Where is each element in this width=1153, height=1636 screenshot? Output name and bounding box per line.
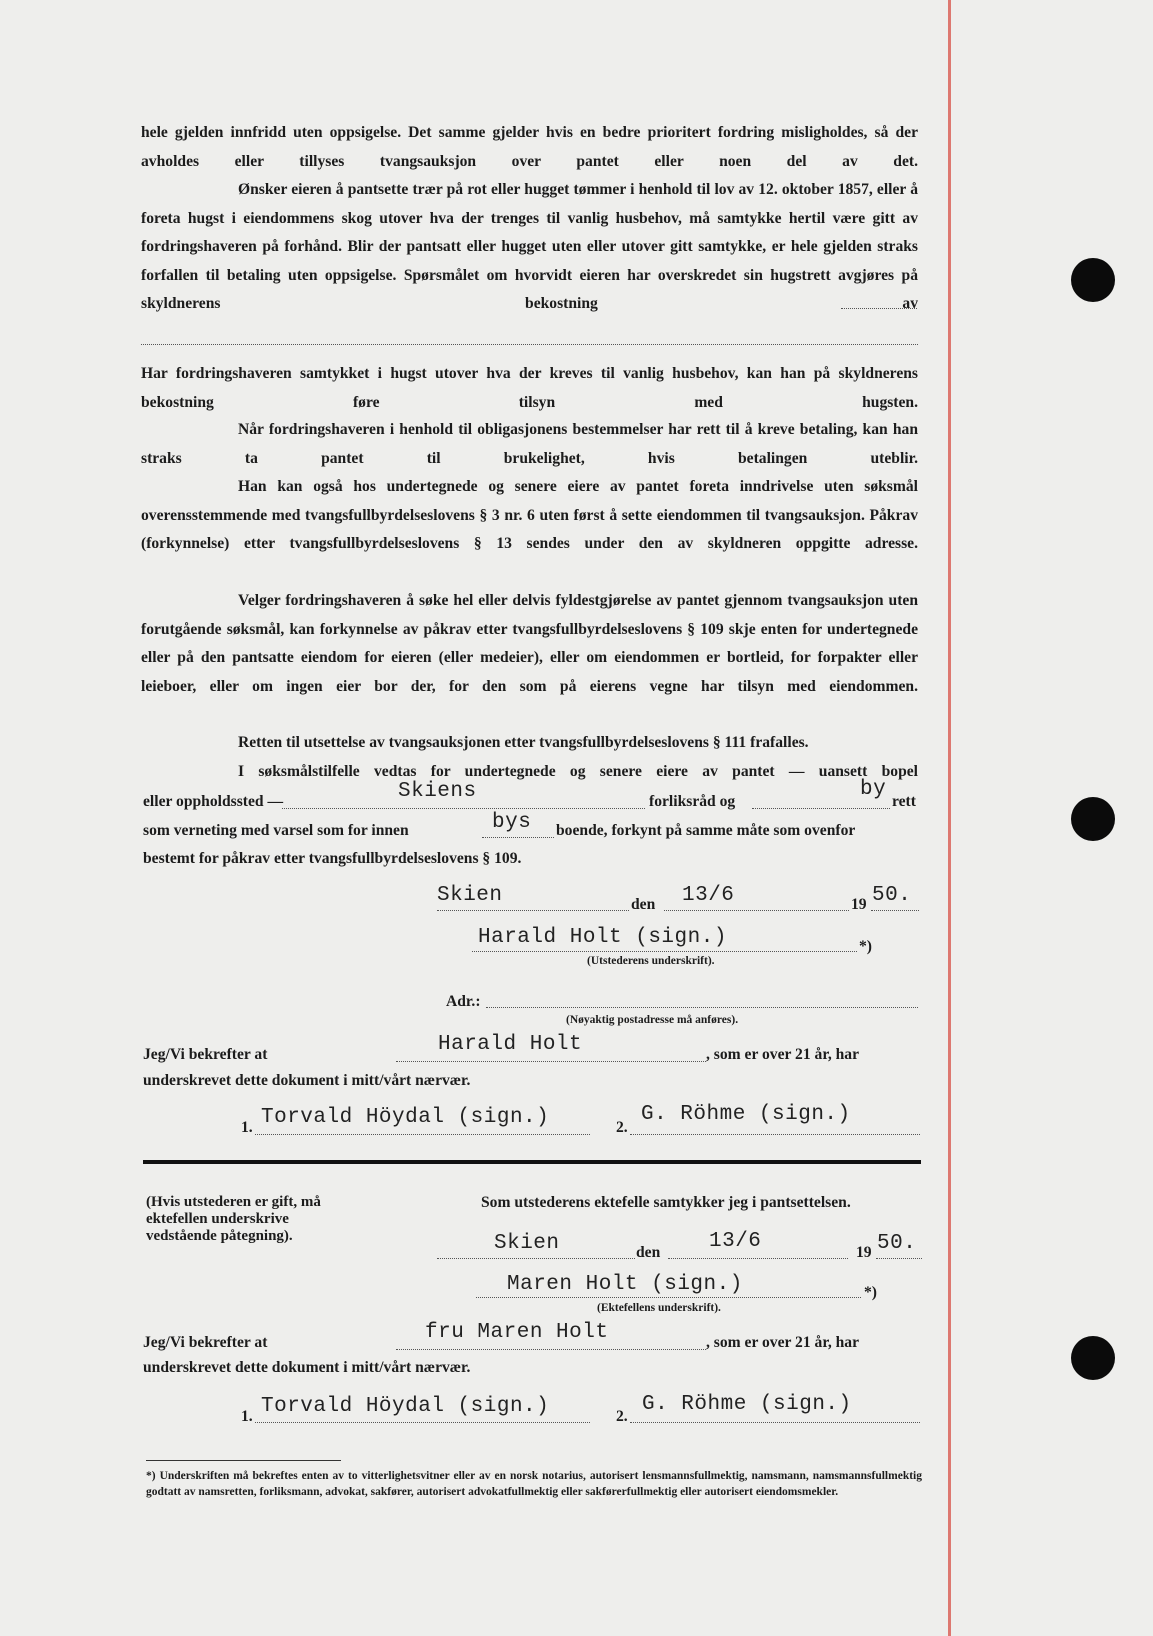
issuer-den: den <box>631 896 656 913</box>
spouse-confirm-name: fru Maren Holt <box>425 1321 609 1344</box>
issuer-witness-2-line <box>630 1134 920 1135</box>
spouse-sig-caption: (Ektefellens underskrift). <box>597 1302 721 1314</box>
spouse-confirm-prefix: Jeg/Vi bekrefter at <box>143 1334 268 1351</box>
spouse-heading: Som utstederens ektefelle samtykker jeg i pantsettelsen. <box>481 1194 851 1211</box>
issuer-year-prefix: 19 <box>851 896 867 913</box>
spouse-place-line <box>437 1258 635 1259</box>
issuer-confirm-line2: underskrevet dette dokument i mitt/vårt nærvær. <box>143 1072 471 1089</box>
issuer-confirm-suffix: , som er over 21 år, har <box>706 1046 860 1063</box>
footnote: *) Underskriften må bekreftes enten av to vitterlighetsvitner eller av en norsk notarius, autorisert lensmannsfullmektig, namsmann, namsmannsfullmektig godtatt av namsretten, forliksmann, advokat, sakfører, autorisert advokatfullmektig eller sakførerfullmektig eller autorisert eiendomsmekler. <box>146 1470 922 1498</box>
spouse-confirm-suffix: , som er over 21 år, har <box>706 1334 860 1351</box>
spouse-witness-2: G. Röhme (sign.) <box>642 1393 852 1416</box>
spouse-signature-line <box>476 1297 861 1298</box>
issuer-adr-label: Adr.: <box>446 993 481 1010</box>
paragraph-4: Når fordringshaveren i henhold til obligasjonens bestemmelser har rett til å kreve betaling, kan han straks ta pantet til brukelighet, hvis betalingen uteblir. <box>141 421 918 467</box>
issuer-witness-1-line <box>255 1134 590 1135</box>
binder-hole-bottom <box>1071 1336 1115 1380</box>
issuer-witness-1-num: 1. <box>241 1119 253 1136</box>
spouse-signature: Maren Holt (sign.) <box>507 1273 743 1296</box>
binder-hole-middle <box>1071 797 1115 841</box>
dotted-fill-line <box>141 344 918 345</box>
venue-line2-blank <box>482 837 554 838</box>
venue-place-line <box>282 808 645 809</box>
issuer-confirm-prefix: Jeg/Vi bekrefter at <box>143 1046 268 1063</box>
dotted-fill-line <box>841 308 917 309</box>
issuer-adr-caption: (Nøyaktig postadresse må anføres). <box>566 1014 739 1026</box>
spouse-witness-2-line <box>630 1422 920 1423</box>
spouse-witness-1-line <box>255 1422 590 1423</box>
spouse-witness-1: Torvald Höydal (sign.) <box>261 1395 550 1418</box>
spouse-sig-mark: *) <box>864 1284 877 1301</box>
red-margin-line <box>948 0 951 1636</box>
venue-intro: I søksmålstilfelle vedtas for undertegnede og senere eiere av pantet — uansett bopel <box>238 763 918 780</box>
issuer-year-line <box>871 910 919 911</box>
spouse-den: den <box>636 1244 661 1261</box>
venue-prefix: eller oppholdssted — <box>143 793 284 810</box>
issuer-signature-line <box>472 951 857 952</box>
spouse-confirm-line <box>396 1349 706 1350</box>
spouse-place: Skien <box>494 1232 560 1255</box>
spouse-confirm-line2: underskrevet dette dokument i mitt/vårt nærvær. <box>143 1359 471 1376</box>
issuer-confirm-name: Harald Holt <box>438 1033 583 1056</box>
venue-line2-hw: bys <box>492 811 532 834</box>
spouse-witness-1-num: 1. <box>241 1408 253 1425</box>
issuer-year-suffix: 50. <box>872 884 912 907</box>
paragraph-1: hele gjelden innfridd uten oppsigelse. Det samme gjelder hvis en bedre prioritert fordring misligholdes, så der avholdes eller tillyses tvangsauksjon over pantet eller noen del av det. <box>141 124 918 170</box>
venue-mid: forliksråd og <box>649 793 736 810</box>
issuer-witness-2: G. Röhme (sign.) <box>641 1103 851 1126</box>
venue-place: Skiens <box>398 780 477 803</box>
venue-line3: bestemt for påkrav etter tvangsfullbyrdelseslovens § 109. <box>143 850 522 867</box>
spouse-witness-2-num: 2. <box>616 1408 628 1425</box>
paragraph-7: Retten til utsettelse av tvangsauksjonen etter tvangsfullbyrdelseslovens § 111 frafalles. <box>238 734 809 751</box>
issuer-date: 13/6 <box>682 884 735 907</box>
paragraph-5: Han kan også hos undertegnede og senere eiere av pantet foreta inndrivelse uten søksmål overensstemmende med tvangsfullbyrdelseslovens § 3 nr. 6 uten først å sette eiendommen til tvangsauksjon. Påkrav (forkynnelse) etter tvangsfullbyrdelseslovens § 13 sendes under den av skyldneren oppgitte adresse. <box>141 478 918 553</box>
issuer-signature: Harald Holt (sign.) <box>478 926 727 949</box>
venue-court-line <box>752 808 890 809</box>
paragraph-2: Ønsker eieren å pantsette trær på rot eller hugget tømmer i henhold til lov av 12. oktober 1857, eller å foreta hugst i eiendommens skog utover hva der trenges til vanlig husbehov, må samtykke hertil være gitt av fordringshaveren på forhånd. Blir der pantsatt eller hugget uten eller utover gitt samtykke, er hele gjelden straks forfallen til betaling uten oppsigelse. Spørsmålet om hvorvidt eieren har overskredet sin hugstrett avgjøres på skyldnerens bekostning av <box>141 181 918 313</box>
footnote-rule <box>146 1460 341 1461</box>
issuer-place-line <box>437 910 629 911</box>
venue-court-type: by <box>860 778 887 801</box>
paragraph-6: Velger fordringshaveren å søke hel eller delvis fyldestgjørelse av pantet gjennom tvangsauksjon uten forutgående søksmål, kan forkynnelse av påkrav etter tvangsfullbyrdelseslovens § 109 skje enten for undertegnede eller på den pantsatte eiendom for eieren (eller medeier), eller om eiendommen er bortleid, for forpakter eller leieboer, eller om ingen eier bor der, for den som på eierens vegne har tilsyn med eiendommen. <box>141 592 918 695</box>
paragraph-3: Har fordringshaveren samtykket i hugst utover hva der kreves til vanlig husbehov, kan han på skyldnerens bekostning føre tilsyn med hugsten. <box>141 365 918 411</box>
issuer-address-field <box>486 1007 918 1008</box>
issuer-witness-2-num: 2. <box>616 1119 628 1136</box>
binder-hole-top <box>1071 258 1115 302</box>
issuer-place: Skien <box>437 884 503 907</box>
section-divider <box>143 1160 921 1164</box>
spouse-date-line <box>668 1258 848 1259</box>
issuer-sig-caption: (Utstederens underskrift). <box>587 955 715 967</box>
spouse-year-line <box>876 1258 922 1259</box>
issuer-sig-mark: *) <box>859 938 872 955</box>
issuer-confirm-line <box>396 1061 706 1062</box>
spouse-year-suffix: 50. <box>877 1232 917 1255</box>
issuer-witness-1: Torvald Höydal (sign.) <box>261 1106 550 1129</box>
venue-line2-a: som verneting med varsel som for innen <box>143 822 409 839</box>
venue-suffix: rett <box>892 793 916 810</box>
venue-line2-b: boende, forkynt på samme måte som ovenfor <box>556 822 856 839</box>
issuer-date-line <box>664 910 849 911</box>
spouse-year-prefix: 19 <box>856 1244 872 1261</box>
spouse-note: (Hvis utstederen er gift, må ektefellen underskrive vedstående påtegning). <box>146 1194 321 1244</box>
spouse-date: 13/6 <box>709 1230 762 1253</box>
